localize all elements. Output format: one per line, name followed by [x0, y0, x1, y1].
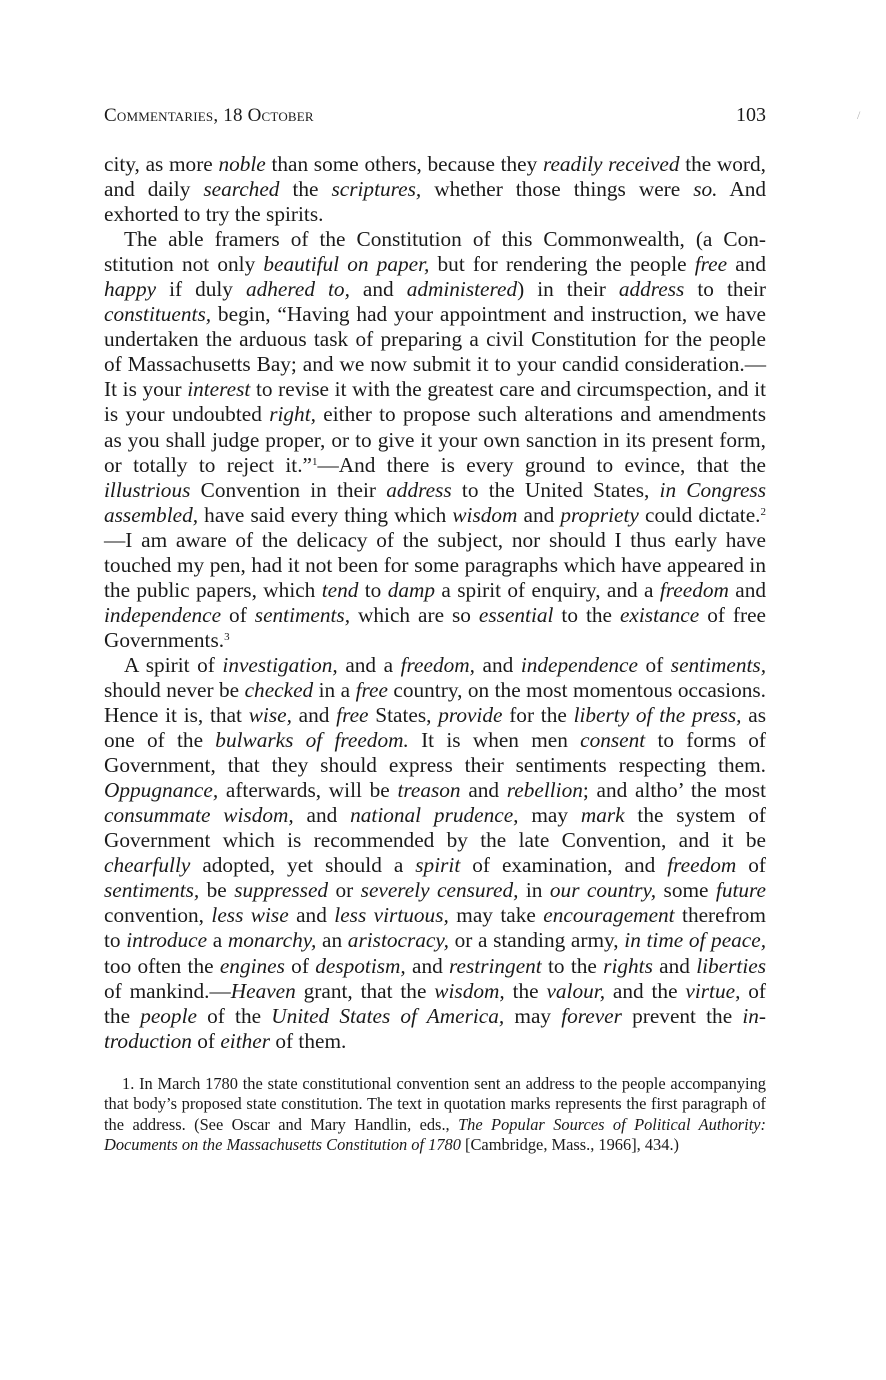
italic-phrase: people	[140, 1003, 197, 1028]
footnotes	[104, 1074, 766, 1156]
italic-phrase: monarchy,	[227, 928, 317, 953]
text-run: may	[504, 1003, 562, 1028]
italic-phrase: rights	[603, 953, 653, 978]
italic-phrase: free	[336, 703, 369, 728]
text-run: A spirit of	[124, 652, 223, 677]
italic-phrase: despotism,	[315, 953, 406, 978]
italic-phrase: mark	[580, 803, 625, 828]
text-run: but for rendering the people	[429, 252, 695, 277]
text-run: and	[474, 652, 521, 677]
text-run: and	[405, 953, 450, 978]
text-run: some	[656, 878, 716, 903]
italic-phrase: freedom	[667, 853, 737, 878]
text-run: ; and altho’ the most	[582, 778, 766, 803]
italic-phrase: United States of America,	[271, 1003, 505, 1028]
text-run: begin, “Having had your appointment and instruction, we have undertaken the arduous task of preparing a civil Constitution for the people of Massachusetts Bay; and we now submit it to your candid consideration.—It is your	[104, 302, 766, 402]
italic-phrase: sentiments,	[670, 652, 767, 677]
italic-phrase: liberty of the press,	[573, 703, 742, 728]
italic-phrase: future	[715, 878, 767, 903]
text-run: adopted, yet should a	[190, 853, 416, 878]
italic-phrase: introduction	[104, 1003, 766, 1053]
italic-phrase: checked	[244, 677, 314, 702]
text-run: as one of the	[104, 703, 766, 753]
text-run: to the United States,	[451, 477, 660, 502]
text-run: if duly	[156, 277, 246, 302]
text-run: of examination, and	[460, 853, 668, 878]
italic-phrase: forever	[561, 1003, 622, 1028]
italic-phrase: severely censured,	[360, 878, 519, 903]
italic-phrase: propriety	[560, 502, 639, 527]
italic-phrase: readily received	[542, 152, 680, 176]
italic-phrase: The Popular Sources of Political Authority: Documents on the Massachusetts Constitution of 1780	[104, 1114, 766, 1155]
text-run: either to propose such alterations and amendments as you shall judge proper, or to give it your own sanction in its present form, or totally to reject it.”	[104, 402, 766, 477]
footnote-ref: 2	[760, 505, 767, 518]
italic-phrase: beautiful on paper,	[263, 252, 430, 277]
italic-phrase: chearfully	[104, 853, 191, 878]
text-run: city, as more	[104, 152, 219, 176]
text-run: the word, and daily	[104, 152, 766, 202]
italic-phrase: happy	[104, 277, 157, 302]
text-run: and	[349, 277, 407, 302]
text-run: a spirit of enquiry, and a	[435, 577, 660, 602]
body-text	[104, 152, 766, 1054]
text-run: and	[291, 703, 337, 728]
page-number: 103	[736, 104, 766, 126]
text-run: the	[279, 177, 332, 202]
text-run: and a	[337, 652, 401, 677]
text-run: than some others, because they	[265, 152, 543, 176]
text-run: —I am aware of the delicacy of the subject, nor should I thus early have touched my pen, had it not been for some paragraphs which have appeared in the public papers, which	[104, 527, 766, 602]
text-run: of them.	[270, 1028, 347, 1053]
text-run: to the	[553, 602, 620, 627]
italic-phrase: less wise	[211, 903, 289, 928]
italic-phrase: national prudence,	[350, 803, 519, 828]
italic-phrase: valour,	[546, 978, 606, 1003]
margin-mark: /	[857, 108, 861, 122]
text-run: and	[288, 903, 335, 928]
text-run: for the	[502, 703, 574, 728]
italic-phrase: constituents,	[104, 302, 212, 327]
text-run: be	[199, 878, 235, 903]
italic-phrase: interest	[187, 377, 251, 402]
italic-phrase: in time of peace,	[624, 928, 767, 953]
text-run: and	[727, 252, 766, 277]
italic-phrase: either	[220, 1028, 271, 1053]
italic-phrase: spirit	[415, 853, 461, 878]
text-run: of free Governments.	[104, 602, 767, 652]
italic-phrase: aristocracy,	[347, 928, 449, 953]
text-run: too often the	[104, 953, 220, 978]
text-run: of	[637, 652, 671, 677]
italic-phrase: introduce	[126, 928, 208, 953]
text-run: [Cambridge, Mass., 1966], 434.)	[460, 1135, 679, 1155]
text-run: may take	[448, 903, 544, 928]
italic-phrase: engines	[219, 953, 285, 978]
text-run: in	[518, 878, 550, 903]
italic-phrase: provide	[438, 703, 503, 728]
italic-phrase: freedom,	[400, 652, 475, 677]
text-run: and	[293, 803, 351, 828]
text-run: of mankind.—	[104, 978, 231, 1003]
text-run: to	[358, 577, 388, 602]
text-run: of the	[104, 978, 766, 1028]
italic-phrase: freedom	[659, 577, 729, 602]
italic-phrase: noble	[218, 152, 266, 176]
italic-phrase: right,	[269, 402, 316, 427]
italic-phrase: consummate wisdom,	[104, 803, 294, 828]
text-run: —And there is every ground to evince, that the	[317, 452, 766, 477]
text-run: States,	[368, 703, 439, 728]
italic-phrase: independence	[520, 652, 638, 677]
text-run: of	[191, 1028, 221, 1053]
footnote	[104, 1074, 766, 1156]
italic-phrase: our country,	[549, 878, 657, 903]
italic-phrase: consent	[580, 728, 646, 753]
italic-phrase: treason	[397, 778, 461, 803]
italic-phrase: less virtuous,	[334, 903, 449, 928]
text-run: of the	[196, 1003, 272, 1028]
text-run: to forms of Government, that they should express their sentiments respecting them.	[104, 728, 766, 778]
italic-phrase: address	[386, 477, 452, 502]
text-run: a	[207, 928, 228, 953]
italic-phrase: illustrious	[104, 477, 191, 502]
text-run: an	[316, 928, 348, 953]
text-run: afterwards, will be	[218, 778, 398, 803]
paragraph	[104, 152, 766, 227]
text-run: have said every thing which	[198, 502, 453, 527]
paragraph	[104, 653, 766, 1054]
text-run: to revise it with the greatest care and circumspection, and it is your undoubted	[104, 377, 766, 427]
footnote-ref: 1	[311, 455, 318, 468]
text-run: country, on the most momentous occasions. Hence it is, that	[104, 677, 766, 728]
text-run: and the	[605, 978, 686, 1003]
italic-phrase: damp	[387, 577, 436, 602]
italic-phrase: Heaven	[230, 978, 296, 1003]
italic-phrase: essential	[478, 602, 554, 627]
running-title: Commentaries, 18 October	[104, 105, 314, 126]
italic-phrase: free	[355, 677, 388, 702]
italic-phrase: free	[694, 252, 728, 277]
text-run: of	[736, 853, 766, 878]
text-run: Convention in their	[190, 477, 387, 502]
italic-phrase: rebellion	[506, 778, 583, 803]
text-run: therefrom to	[104, 903, 766, 953]
italic-phrase: in Congress assembled,	[104, 477, 766, 527]
italic-phrase: wisdom	[452, 502, 518, 527]
text-run: prevent the	[621, 1003, 743, 1028]
text-run: and	[460, 778, 507, 803]
italic-phrase: sentiments,	[104, 878, 200, 903]
italic-phrase: independence	[104, 602, 222, 627]
text-run: It is when men	[408, 728, 581, 753]
paragraph	[104, 227, 766, 653]
text-run: ) in their	[517, 277, 619, 302]
italic-phrase: adhered to,	[245, 277, 350, 302]
italic-phrase: sentiments,	[254, 602, 351, 627]
italic-phrase: tend	[321, 577, 359, 602]
running-head	[104, 104, 766, 127]
text-run: and	[517, 502, 561, 527]
text-run: may	[518, 803, 581, 828]
text-run: whether those things were	[421, 177, 694, 202]
italic-phrase: administered	[406, 277, 518, 302]
text-run: grant, that the	[295, 978, 435, 1003]
text-run: And exhorted to try the spirits.	[104, 177, 766, 227]
italic-phrase: scriptures,	[331, 177, 422, 202]
italic-phrase: Oppugnance,	[104, 778, 219, 803]
italic-phrase: address	[618, 277, 685, 302]
footnote-ref: 3	[224, 630, 230, 643]
italic-phrase: restringent	[449, 953, 542, 978]
text-run: or	[328, 878, 361, 903]
italic-phrase: virtue,	[685, 978, 741, 1003]
text-run: of	[284, 953, 316, 978]
text-run: in a	[313, 677, 356, 702]
italic-phrase: bulwarks of freedom.	[215, 728, 409, 753]
italic-phrase: liberties	[696, 953, 767, 978]
italic-phrase: so.	[693, 177, 718, 202]
text-run: of	[221, 602, 255, 627]
text-run: the	[504, 978, 547, 1003]
text-run: and	[652, 953, 697, 978]
text-run: should never be	[104, 677, 245, 702]
text-run: 1. In March 1780 the state constitutional convention sent an address to the people accompanying that body’s proposed state constitution. The text in quotation marks represents the first paragraph of the address. (See Oscar and Mary Handlin, eds.,	[104, 1074, 766, 1134]
text-run: to their	[684, 277, 766, 302]
text-run: or a standing army,	[448, 928, 625, 953]
text-run: the system of Government which is recommended by the late Convention, and it be	[104, 803, 766, 853]
text-run: to the	[541, 953, 604, 978]
italic-phrase: searched	[203, 177, 280, 202]
italic-phrase: investigation,	[222, 652, 338, 677]
text-run: could dictate.	[638, 502, 761, 527]
text-run: which are so	[350, 602, 479, 627]
text-run: The able framers of the Constitution of this Commonwealth, (a Constitution not only	[104, 227, 766, 277]
italic-phrase: suppressed	[234, 878, 329, 903]
italic-phrase: encouragement	[543, 903, 675, 928]
italic-phrase: existance	[619, 602, 700, 627]
italic-phrase: wisdom,	[434, 978, 505, 1003]
italic-phrase: wise,	[248, 703, 292, 728]
text-run: and	[728, 577, 767, 602]
text-run: convention,	[104, 903, 212, 928]
